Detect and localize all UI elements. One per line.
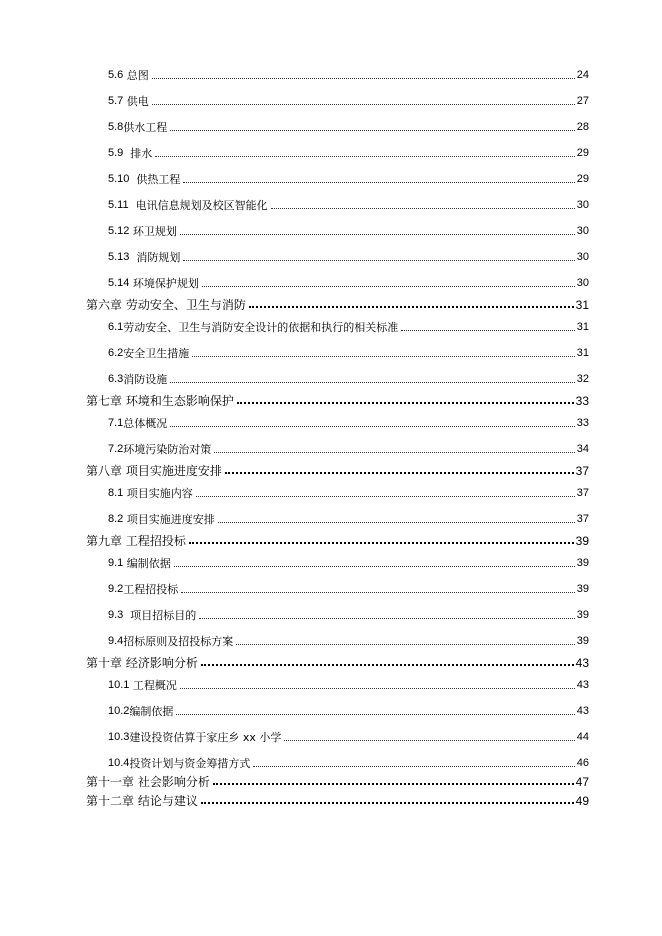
dot-leader xyxy=(236,644,574,645)
section-title: 消防规划 xyxy=(136,251,181,264)
page-number: 31 xyxy=(576,321,589,333)
toc-chapter-12[interactable] xyxy=(86,795,589,807)
dot-leader xyxy=(218,522,575,523)
page-number: 33 xyxy=(576,417,589,429)
dot-leader xyxy=(213,783,574,785)
page-number: 37 xyxy=(576,513,589,525)
page-number: 39 xyxy=(575,534,589,548)
section-title: 消防设施 xyxy=(123,373,168,386)
section-title: 电讯信息规划及校区智能化 xyxy=(135,199,268,212)
section-number: 5.14 xyxy=(108,277,130,289)
toc-entry[interactable] xyxy=(108,514,589,525)
page-number: 30 xyxy=(576,277,589,289)
dot-leader xyxy=(271,208,575,209)
page-number: 28 xyxy=(576,121,589,133)
dot-leader xyxy=(155,156,574,157)
section-title: 总图 xyxy=(126,69,149,82)
toc-entry[interactable] xyxy=(108,706,589,717)
page-number: 39 xyxy=(576,557,589,569)
toc-entry[interactable] xyxy=(108,322,589,333)
chapter-title: 第六章 劳动安全、卫生与消防 xyxy=(86,298,246,312)
dot-leader xyxy=(180,688,575,689)
section-title: 投资计划与资金筹措方式 xyxy=(129,757,251,770)
toc-entry[interactable] xyxy=(108,278,589,289)
page-number: 31 xyxy=(575,298,589,312)
toc-entry[interactable] xyxy=(108,70,589,81)
page-number: 37 xyxy=(576,487,589,499)
toc-entry[interactable] xyxy=(108,122,589,133)
section-number: 10.3 xyxy=(108,731,130,743)
section-number: 6.1 xyxy=(108,321,124,333)
section-number: 9.1 xyxy=(108,557,124,569)
section-number: 7.2 xyxy=(108,443,124,455)
section-number: 9.4 xyxy=(108,635,124,647)
page-number: 31 xyxy=(576,347,589,359)
dot-leader xyxy=(170,382,574,383)
dot-leader xyxy=(180,234,575,235)
section-number: 5.9 xyxy=(108,147,124,159)
dot-leader xyxy=(253,766,574,767)
dot-leader xyxy=(170,426,574,427)
dot-leader xyxy=(201,664,574,666)
dot-leader xyxy=(174,566,575,567)
toc-chapter-8[interactable] xyxy=(86,465,589,477)
section-title: 环境保护规划 xyxy=(132,277,199,290)
dot-leader xyxy=(199,618,574,619)
toc-entry[interactable] xyxy=(108,758,589,769)
section-title: 供电 xyxy=(126,95,149,108)
chapter-title: 第十一章 社会影响分析 xyxy=(86,775,210,789)
toc-entry[interactable] xyxy=(108,584,589,595)
section-number: 9.2 xyxy=(108,583,124,595)
toc-entry[interactable] xyxy=(108,148,589,159)
section-title: 项目招标目的 xyxy=(130,609,197,622)
dot-leader xyxy=(192,356,574,357)
toc-entry[interactable] xyxy=(108,488,589,499)
page-number: 39 xyxy=(576,583,589,595)
section-title: 编制依据 xyxy=(126,557,171,570)
section-title: 供热工程 xyxy=(136,173,181,186)
dot-leader xyxy=(189,542,574,544)
page-number: 37 xyxy=(575,464,589,478)
toc-entry[interactable] xyxy=(108,680,589,691)
section-title: 项目实施内容 xyxy=(126,487,193,500)
section-title: 排水 xyxy=(130,147,153,160)
dot-leader xyxy=(181,592,574,593)
section-number: 5.8 xyxy=(108,121,124,133)
toc-entry[interactable] xyxy=(108,610,589,621)
section-number: 5.7 xyxy=(108,95,124,107)
dot-leader xyxy=(201,802,574,804)
page-number: 44 xyxy=(576,731,589,743)
page-number: 49 xyxy=(575,794,589,808)
dot-leader xyxy=(225,472,574,474)
toc-chapter-9[interactable] xyxy=(86,535,589,547)
page-number: 24 xyxy=(576,69,589,81)
dot-leader xyxy=(196,496,575,497)
section-title: 项目实施进度安排 xyxy=(126,513,215,526)
chapter-title: 第十二章 结论与建议 xyxy=(86,794,198,808)
toc-entry[interactable] xyxy=(108,732,589,743)
toc-entry[interactable] xyxy=(108,348,589,359)
dot-leader xyxy=(183,182,574,183)
section-title: 安全卫生措施 xyxy=(123,347,190,360)
toc-entry[interactable] xyxy=(108,418,589,429)
toc-entry[interactable] xyxy=(108,96,589,107)
section-title: 劳动安全、卫生与消防安全设计的依据和执行的相关标准 xyxy=(123,321,399,334)
page-number: 46 xyxy=(576,757,589,769)
dot-leader xyxy=(176,714,574,715)
section-number: 7.1 xyxy=(108,417,124,429)
section-title: 建设投资估算于家庄乡 xx 小学 xyxy=(129,731,282,744)
page-number: 47 xyxy=(575,775,589,789)
section-number: 5.13 xyxy=(108,251,130,263)
section-number: 10.4 xyxy=(108,757,130,769)
page-number: 30 xyxy=(576,199,589,211)
page-number: 30 xyxy=(576,251,589,263)
dot-leader xyxy=(152,78,575,79)
toc-entry[interactable] xyxy=(108,636,589,647)
dot-leader xyxy=(214,452,574,453)
section-title: 环境污染防治对策 xyxy=(123,443,212,456)
chapter-title: 第七章 环境和生态影响保护 xyxy=(86,394,234,408)
dot-leader xyxy=(284,740,574,741)
section-number: 10.2 xyxy=(108,705,130,717)
toc-chapter-10[interactable] xyxy=(86,657,589,669)
toc-entry[interactable] xyxy=(108,226,589,237)
page-number: 27 xyxy=(576,95,589,107)
section-title: 供水工程 xyxy=(123,121,168,134)
page-number: 29 xyxy=(576,147,589,159)
section-number: 6.2 xyxy=(108,347,124,359)
toc-entry[interactable] xyxy=(108,444,589,455)
page-number: 43 xyxy=(576,679,589,691)
page-number: 32 xyxy=(576,373,589,385)
toc-entry[interactable] xyxy=(108,558,589,569)
page-number: 39 xyxy=(576,635,589,647)
section-title: 编制依据 xyxy=(129,705,174,718)
section-number: 8.2 xyxy=(108,513,124,525)
toc-chapter-11[interactable] xyxy=(86,776,589,788)
toc-chapter-6[interactable] xyxy=(86,299,589,311)
page-number: 43 xyxy=(576,705,589,717)
section-number: 5.10 xyxy=(108,173,130,185)
dot-leader xyxy=(202,286,575,287)
section-title: 环卫规划 xyxy=(132,225,177,238)
chapter-title: 第十章 经济影响分析 xyxy=(86,656,198,670)
section-number: 5.12 xyxy=(108,225,130,237)
toc-entry[interactable] xyxy=(108,174,589,185)
toc-entry[interactable] xyxy=(108,252,589,263)
chapter-title: 第九章 工程招投标 xyxy=(86,534,186,548)
section-title: 招标原则及招投标方案 xyxy=(123,635,234,648)
section-number: 10.1 xyxy=(108,679,130,691)
toc-entry[interactable] xyxy=(108,200,589,211)
page-number: 29 xyxy=(576,173,589,185)
dot-leader xyxy=(249,306,574,308)
dot-leader xyxy=(183,260,574,261)
section-number: 5.11 xyxy=(108,199,129,211)
section-number: 6.3 xyxy=(108,373,124,385)
dot-leader xyxy=(401,330,574,331)
dot-leader xyxy=(152,104,575,105)
page-number: 34 xyxy=(576,443,589,455)
toc-chapter-7[interactable] xyxy=(86,395,589,407)
page-number: 30 xyxy=(576,225,589,237)
section-number: 5.6 xyxy=(108,69,124,81)
section-number: 8.1 xyxy=(108,487,124,499)
section-title: 总体概况 xyxy=(123,417,168,430)
page-number: 43 xyxy=(575,656,589,670)
section-number: 9.3 xyxy=(108,609,124,621)
toc-entry[interactable] xyxy=(108,374,589,385)
page-number: 39 xyxy=(576,609,589,621)
chapter-title: 第八章 项目实施进度安排 xyxy=(86,464,222,478)
section-title: 工程概况 xyxy=(132,679,177,692)
dot-leader xyxy=(237,402,574,404)
dot-leader xyxy=(170,130,574,131)
section-title: 工程招投标 xyxy=(123,583,179,596)
page-number: 33 xyxy=(575,394,589,408)
